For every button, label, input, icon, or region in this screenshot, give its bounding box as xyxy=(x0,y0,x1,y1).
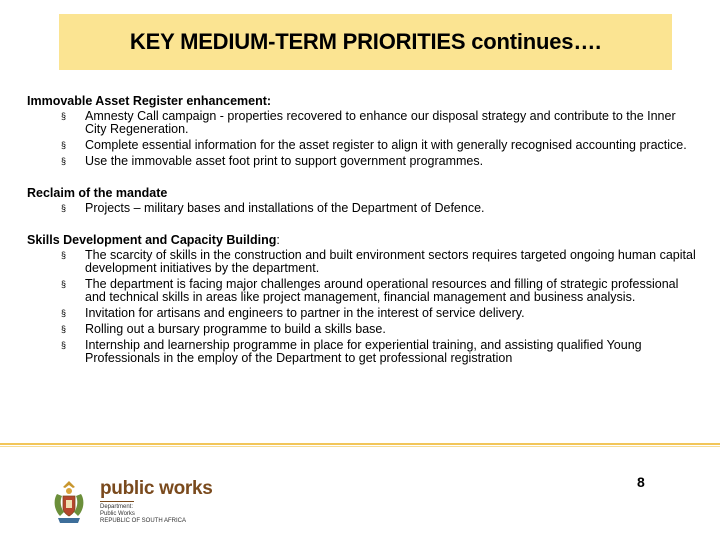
page-title: KEY MEDIUM-TERM PRIORITIES continues…. xyxy=(129,29,602,54)
list-item xyxy=(27,110,697,136)
list-item-text: Use the immovable asset foot print to support government programmes. xyxy=(85,154,484,168)
list-item xyxy=(27,323,697,336)
list-item-text: Complete essential information for the asset register to align it with generally recognised accounting practice. xyxy=(85,138,687,152)
section-heading-suffix: : xyxy=(276,233,280,247)
list-item-text: Projects – military bases and installations of the Department of Defence. xyxy=(85,201,485,215)
section-asset-register xyxy=(27,95,697,168)
bullet-icon: § xyxy=(61,140,67,150)
bullet-icon: § xyxy=(61,308,67,318)
footer-divider xyxy=(0,443,720,445)
bullet-icon: § xyxy=(61,340,67,350)
section-heading: Skills Development and Capacity Building xyxy=(27,233,277,247)
list-item xyxy=(27,249,697,275)
list-item xyxy=(27,155,697,168)
list-item-text: The scarcity of skills in the construction and built environment sectors requires targeted ongoing human capital development initiatives by the department. xyxy=(85,248,696,275)
brand-text-block xyxy=(100,478,213,525)
list-item-text: Rolling out a bursary programme to build a skills base. xyxy=(85,322,386,336)
public-works-logo xyxy=(50,478,213,528)
bullet-icon: § xyxy=(61,203,67,213)
list-item xyxy=(27,202,697,215)
bullet-list xyxy=(27,110,697,168)
bullet-icon: § xyxy=(61,279,67,289)
bullet-list xyxy=(27,249,697,365)
list-item-text: Amnesty Call campaign - properties recovered to enhance our disposal strategy and contribute to the Inner City Regeneration. xyxy=(85,109,676,136)
section-reclaim-mandate xyxy=(27,187,697,215)
brand-subline: REPUBLIC OF SOUTH AFRICA xyxy=(100,518,187,524)
brand-name: public works xyxy=(100,478,213,499)
title-banner xyxy=(59,14,672,70)
list-item-text: Internship and learnership programme in place for experiential training, and assisting qualified Young Professionals in the employ of the Department to get professional registration xyxy=(85,338,642,365)
list-item xyxy=(27,139,697,152)
list-item xyxy=(27,278,697,304)
list-item xyxy=(27,307,697,320)
bullet-icon: § xyxy=(61,324,67,334)
bullet-icon: § xyxy=(61,250,67,260)
brand-divider xyxy=(100,501,134,502)
bullet-icon: § xyxy=(61,111,67,121)
list-item-text: The department is facing major challenges around operational resources and filling of strategic professional and technical skills in areas like project management, financial management and business analysis. xyxy=(85,277,679,304)
bullet-icon: § xyxy=(61,156,67,166)
page-number: 8 xyxy=(637,474,645,490)
list-item xyxy=(27,339,697,365)
section-heading: Reclaim of the mandate xyxy=(27,186,168,200)
section-heading: Immovable Asset Register enhancement: xyxy=(27,94,272,108)
brand-subline: Public Works xyxy=(100,511,135,517)
list-item-text: Invitation for artisans and engineers to partner in the interest of service delivery. xyxy=(85,306,525,320)
slide-content xyxy=(27,95,697,384)
brand-subline: Department: xyxy=(100,504,134,510)
coat-of-arms-icon xyxy=(50,478,88,526)
bullet-list xyxy=(27,202,697,215)
footer-divider-secondary xyxy=(0,446,720,447)
section-skills-development xyxy=(27,234,697,365)
